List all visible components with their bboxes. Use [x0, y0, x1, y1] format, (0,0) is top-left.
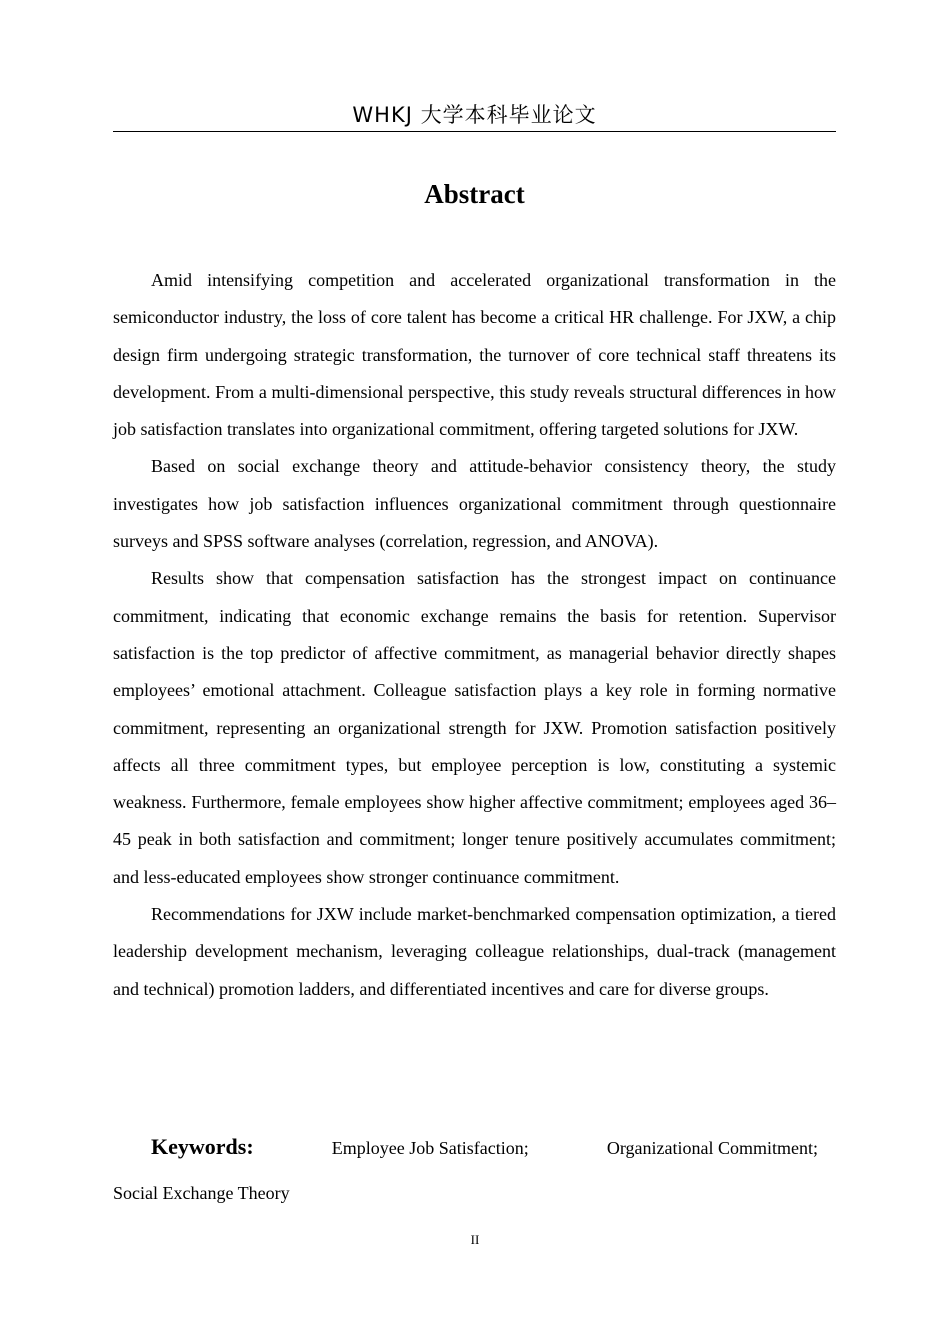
keyword-item: Organizational Commitment; — [606, 1138, 818, 1158]
keyword-item: Social Exchange Theory — [113, 1183, 290, 1203]
page-number: II — [470, 1232, 480, 1247]
abstract-body — [113, 262, 836, 1008]
abstract-paragraph: Based on social exchange theory and attitude-behavior consistency theory, the study investigates how job satisfaction influences organizational commitment through questionnaire surveys and SPSS software analyses (correlation, regression, and ANOVA). — [113, 456, 836, 552]
abstract-title: Abstract — [424, 179, 525, 209]
keywords-label: Keywords: — [151, 1134, 254, 1159]
abstract-paragraph: Recommendations for JXW include market-benchmarked compensation optimization, a tiered leadership development mechanism, leveraging colleague relationships, dual-track (management and technical) promotion ladders, and differentiated incentives and care for diverse groups. — [113, 904, 836, 999]
keyword-item: Employee Job Satisfaction; — [331, 1138, 529, 1158]
abstract-paragraph: Amid intensifying competition and accelerated organizational transformation in the semiconductor industry, the loss of core talent has become a critical HR challenge. For JXW, a chip design firm undergoing strategic transformation, the turnover of core technical staff threatens its development. From a multi-dimensional perspective, this study reveals structural differences in how job satisfaction translates into organizational commitment, offering targeted solutions for JXW. — [113, 270, 836, 440]
running-header: WHKJ 大学本科毕业论文 — [113, 100, 836, 132]
keywords-section — [113, 1128, 836, 1208]
keywords-line — [113, 1128, 836, 1166]
abstract-paragraph: Results show that compensation satisfaction has the strongest impact on continuance commitment, indicating that economic exchange remains the basis for retention. Supervisor satisfaction is the top predictor of affective commitment, as managerial behavior directly shapes employees’ emotional attachment. Colleague satisfaction plays a key role in forming normative commitment, representing an organizational strength for JXW. Promotion satisfaction positively affects all three commitment types, but employee perception is low, constituting a systemic weakness. Furthermore, female employees show higher affective commitment; employees aged 36–45 peak in both satisfaction and commitment; longer tenure positively accumulates commitment; and less-educated employees show stronger continuance commitment. — [113, 568, 836, 887]
keywords-line — [113, 1178, 836, 1208]
